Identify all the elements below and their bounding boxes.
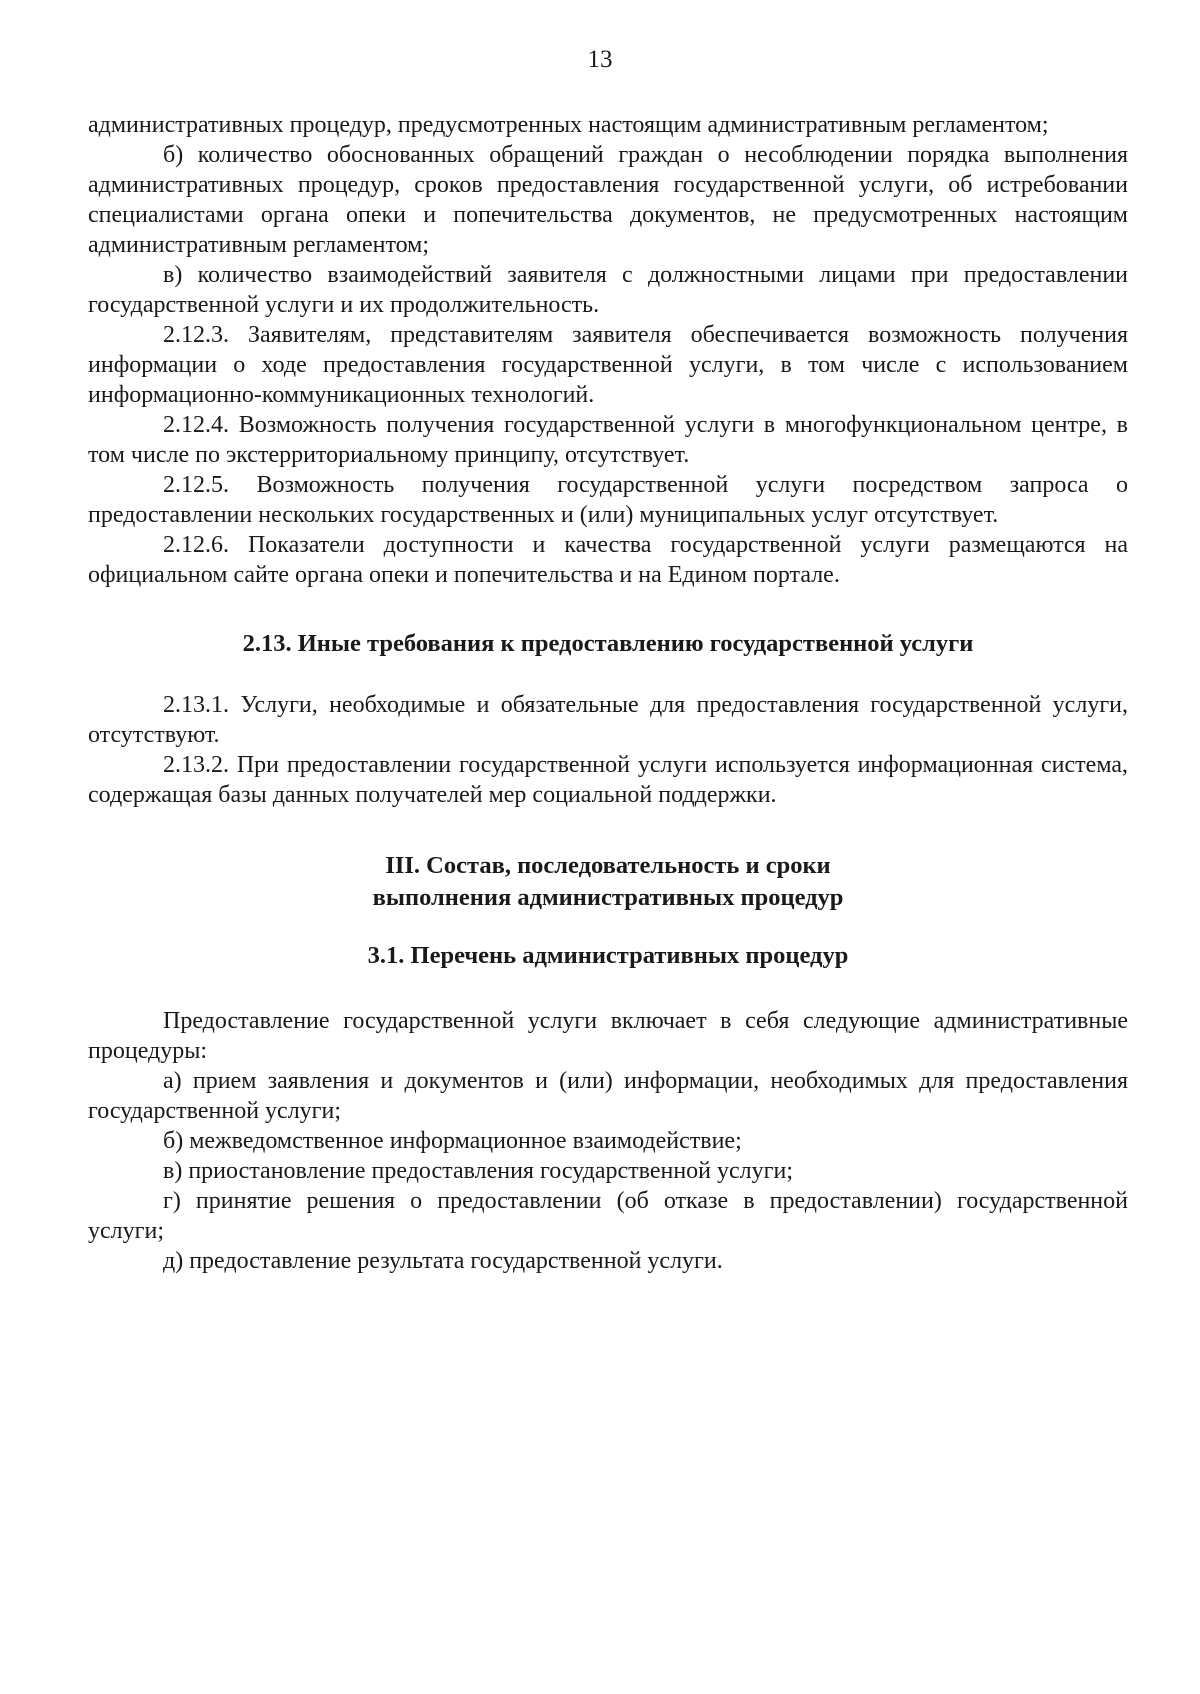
list-item: г) принятие решения о предоставлении (об отказе в предоставлении) государственной услуги; xyxy=(88,1188,1128,1244)
list-item: б) межведомственное информационное взаимодействие; xyxy=(163,1128,742,1154)
chapter-title-line-2: выполнения административных процедур xyxy=(372,884,844,911)
page-number: 13 xyxy=(587,46,613,73)
paragraph: 2.12.3. Заявителям, представителям заявителя обеспечивается возможность получения информации о ходе предоставления государственной услуги, в том числе с использованием информационно-коммуникационных технологий. xyxy=(88,322,1128,408)
chapter-title-line-1: III. Состав, последовательность и сроки xyxy=(385,852,831,879)
list-item: д) предоставление результата государственной услуги. xyxy=(163,1248,723,1274)
paragraph: 2.12.4. Возможность получения государственной услуги в многофункциональном центре, в том числе по экстерриториальному принципу, отсутствует. xyxy=(88,412,1128,468)
list-item: а) прием заявления и документов и (или) информации, необходимых для предоставления государственной услуги; xyxy=(88,1068,1128,1124)
paragraph: 2.12.5. Возможность получения государственной услуги посредством запроса о предоставлении нескольких государственных и (или) муниципальных услуг отсутствует. xyxy=(88,472,1128,528)
paragraph: 2.12.6. Показатели доступности и качества государственной услуги размещаются на официальном сайте органа опеки и попечительства и на Едином портале. xyxy=(88,532,1128,588)
paragraph: в) количество взаимодействий заявителя с должностными лицами при предоставлении государственной услуги и их продолжительность. xyxy=(88,262,1128,318)
paragraph: административных процедур, предусмотренных настоящим административным регламентом; xyxy=(88,112,1049,138)
paragraph: 2.13.1. Услуги, необходимые и обязательные для предоставления государственной услуги, отсутствуют. xyxy=(88,692,1128,748)
document-body xyxy=(88,110,1128,1276)
paragraph: Предоставление государственной услуги включает в себя следующие административные процедуры: xyxy=(88,1008,1128,1064)
list-item: в) приостановление предоставления государственной услуги; xyxy=(163,1158,793,1184)
section-heading-3-1: 3.1. Перечень административных процедур xyxy=(367,942,849,969)
paragraph: 2.13.2. При предоставлении государственной услуги используется информационная система, содержащая базы данных получателей мер социальной поддержки. xyxy=(88,752,1128,808)
section-heading-2-13: 2.13. Иные требования к предоставлению государственной услуги xyxy=(242,630,974,657)
paragraph: б) количество обоснованных обращений граждан о несоблюдении порядка выполнения административных процедур, сроков предоставления государственной услуги, об истребовании специалистами органа опеки и попечительства документов, не предусмотренных настоящим административным регламентом; xyxy=(88,142,1128,258)
